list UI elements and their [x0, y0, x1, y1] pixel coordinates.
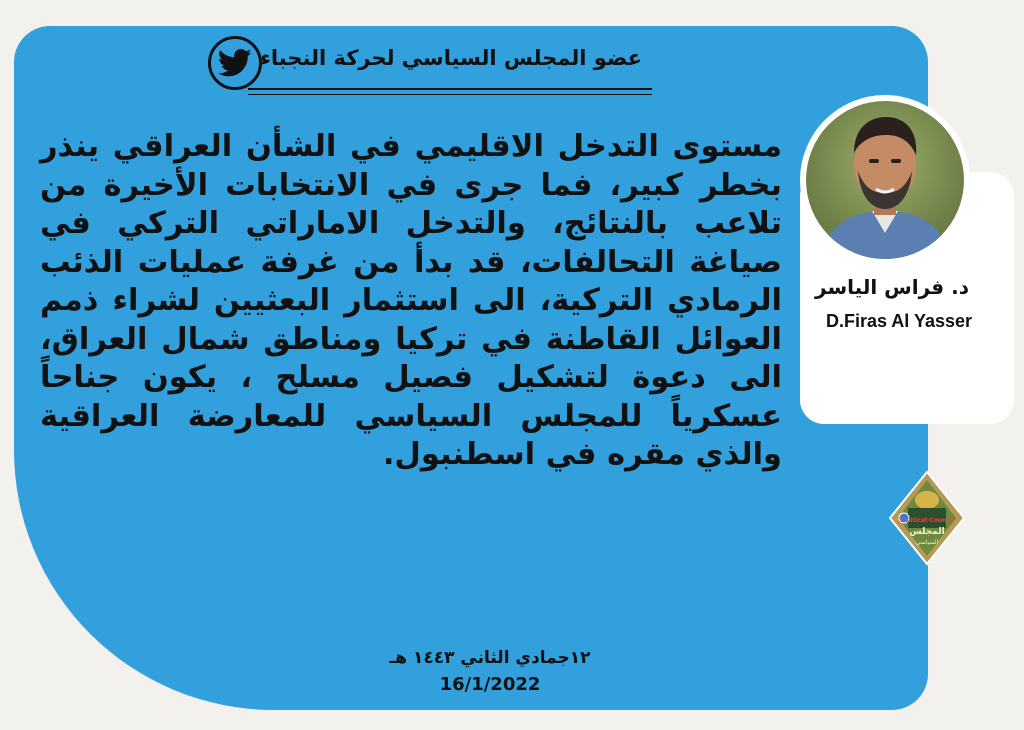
header-title: عضو المجلس السياسي لحركة النجباء [260, 46, 642, 70]
header [208, 36, 652, 98]
statement-text: مستوى التدخل الاقليمي في الشأن العراقي ينذر بخطر كبير، فما جرى في الانتخابات الأخيرة من تلاعب بالنتائج، والتدخل الاماراتي التركي في صياغة التحالفات، قد بدأ من غرفة عمليات الذئب الرمادي التركية، الى استثمار البعثيين لشراء ذمم العوائل القاطنة في تركيا ومناطق شمال العراق، الى دعوة لتشكيل فصيل مسلح ، يكون جناحاً عسكرياً للمجلس السياسي للمعارضة العراقية والذي مقره في اسطنبول. [40, 129, 782, 472]
hijri-date: ١٢جمادي الثاني ١٤٤٣ هـ [389, 648, 591, 668]
svg-text:Political Council: Political Council [899, 517, 955, 524]
person-name-english: D.Firas Al Yasser [825, 311, 973, 331]
avatar [806, 101, 964, 259]
header-underline-lower [248, 94, 652, 95]
person-name-arabic: د. فراس الياسر [815, 275, 969, 299]
dates [380, 646, 600, 700]
svg-text:المجلس: المجلس [909, 527, 945, 537]
svg-text:السياسي: السياسي [915, 539, 939, 546]
header-underline [248, 88, 652, 90]
person-photo [806, 101, 964, 259]
twitter-bird-icon [218, 48, 252, 78]
twitter-badge [208, 36, 262, 90]
gregorian-date: 16/1/2022 [439, 674, 541, 695]
political-council-emblem-icon [888, 470, 966, 566]
